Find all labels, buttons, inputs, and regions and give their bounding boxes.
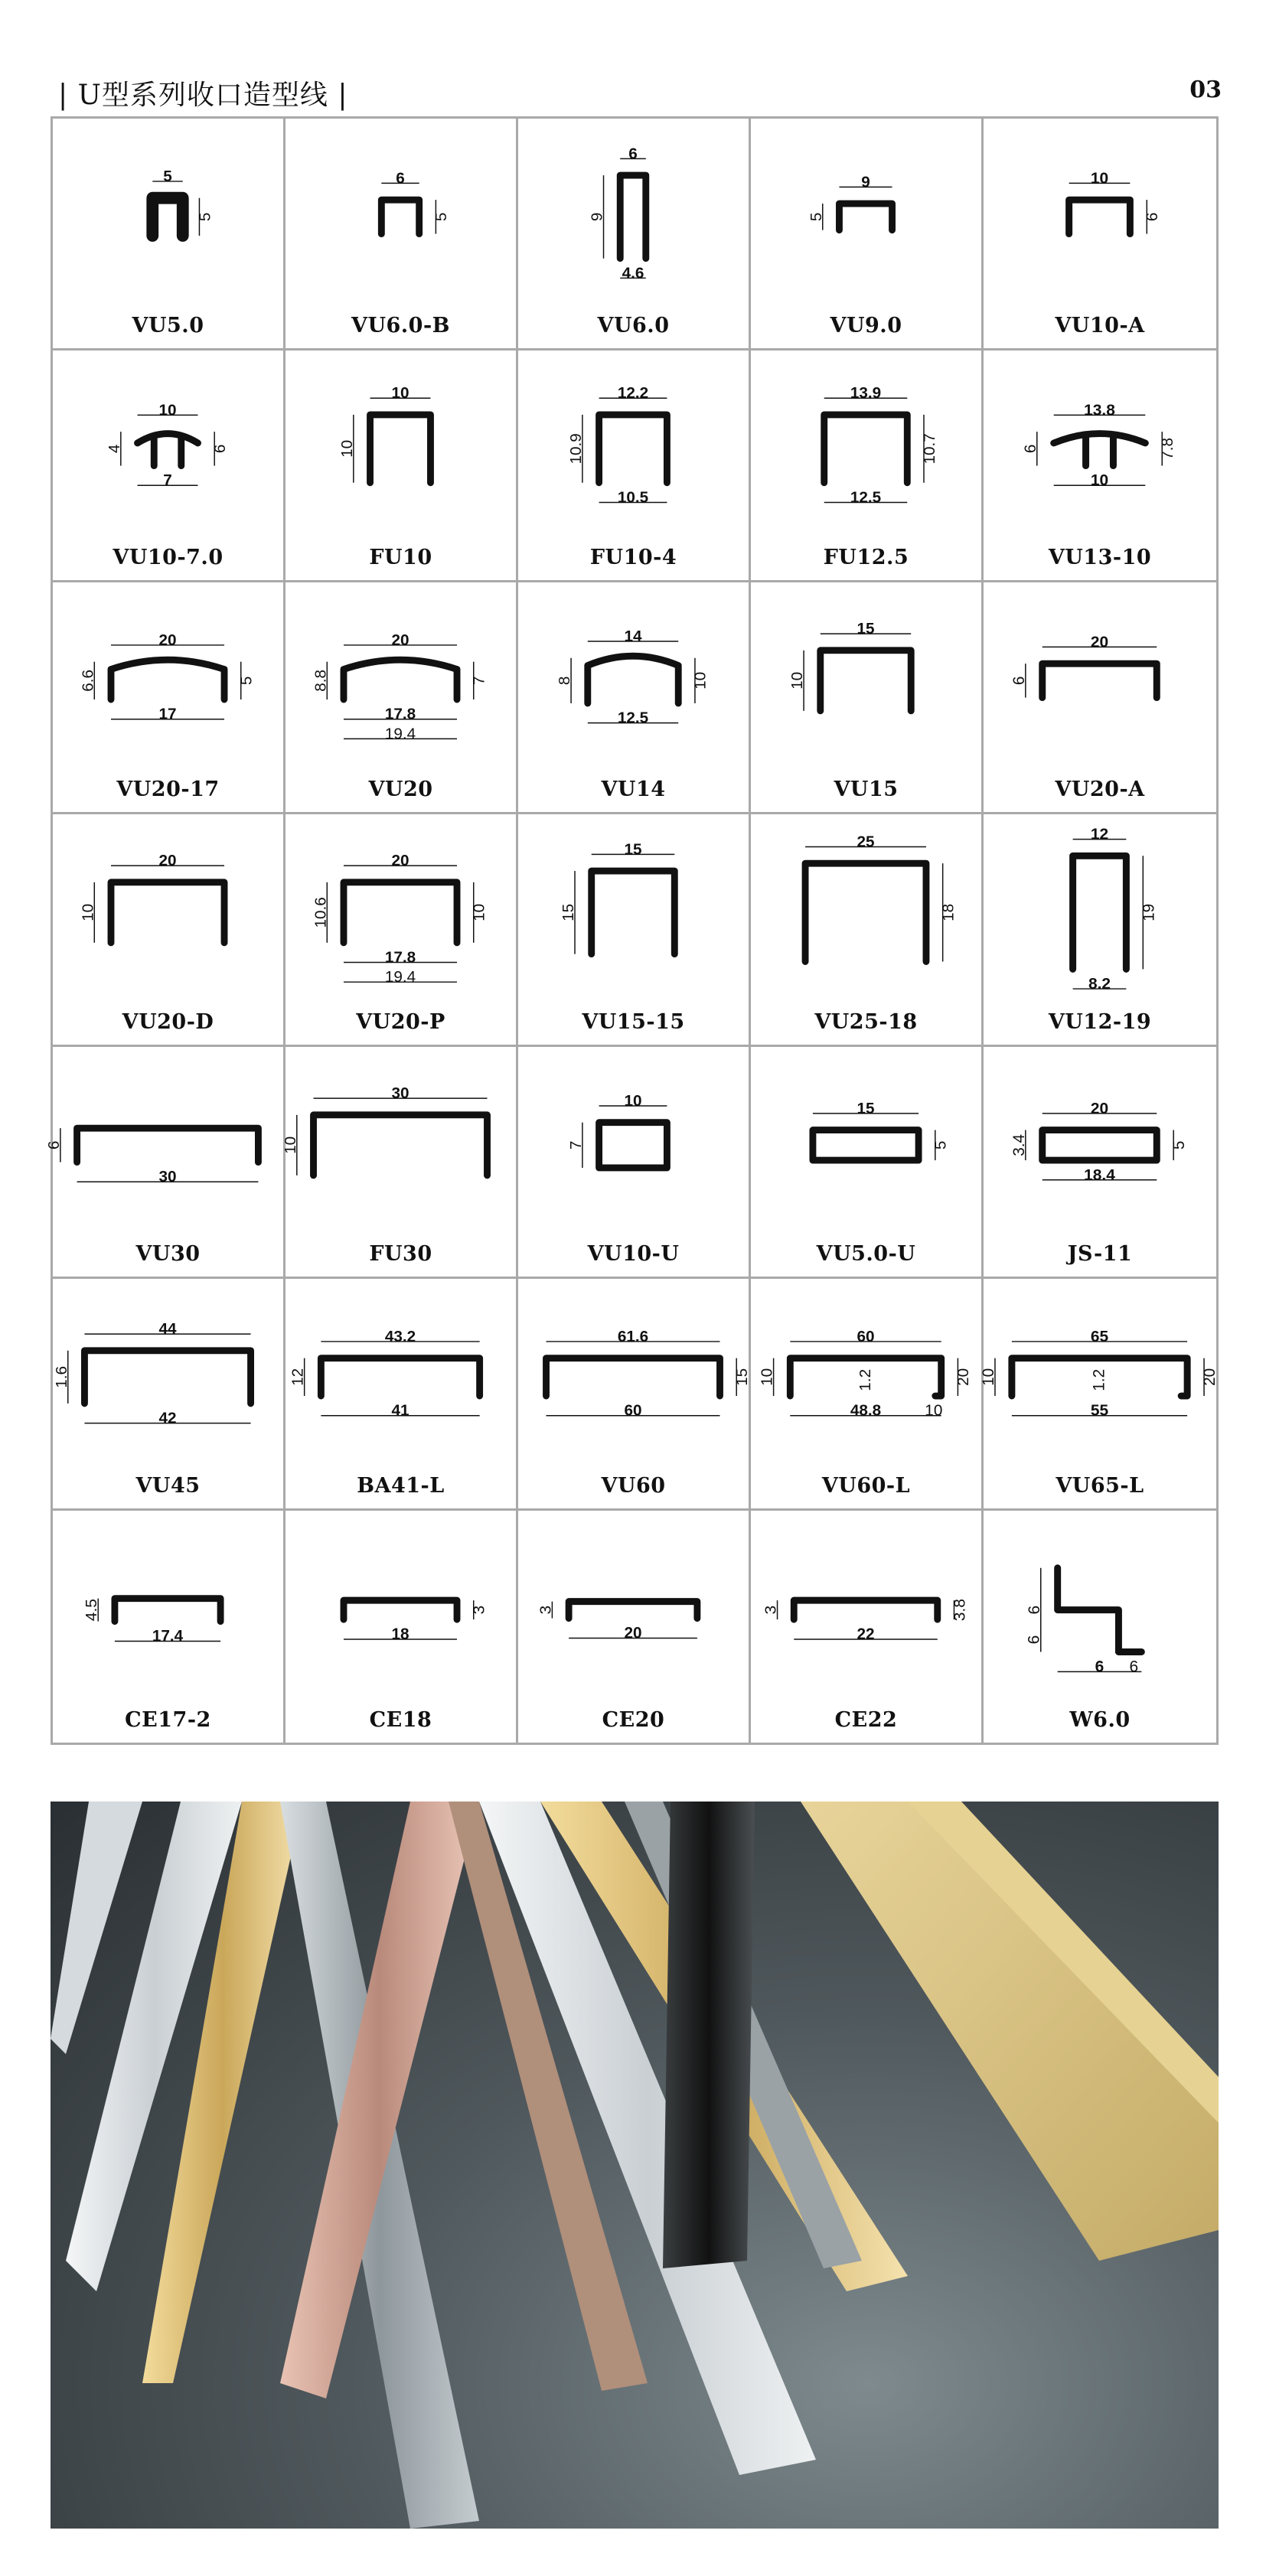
profile-shape <box>370 415 431 483</box>
profile-cell <box>518 814 751 1046</box>
profile-shape <box>152 198 182 236</box>
profile-shape <box>111 660 224 699</box>
profile-cell <box>286 351 518 582</box>
dimension-label: 61.6 <box>617 1327 649 1345</box>
dimension-label: 13.8 <box>1084 401 1115 419</box>
dimension-label: 5 <box>807 212 825 222</box>
profile-cell <box>751 1047 984 1279</box>
dimension-label: 8 <box>556 676 574 686</box>
profile-cell <box>286 814 518 1046</box>
dimension-label: 6 <box>1010 676 1028 686</box>
profile-shape <box>1054 434 1146 466</box>
profile-shape <box>1069 200 1131 233</box>
dimension-label: 6 <box>1021 444 1039 454</box>
dimension-label: 60 <box>624 1401 642 1420</box>
dimension-lines <box>381 183 436 233</box>
profile-cell <box>53 351 286 582</box>
dimension-label: 7 <box>566 1140 585 1149</box>
profile-cell <box>53 1279 286 1511</box>
profile-code-label: VU20 <box>368 778 433 802</box>
dimension-label: 19.4 <box>384 725 416 743</box>
dimension-label: 10.7 <box>920 433 938 465</box>
dimension-label: 6 <box>1129 1658 1139 1676</box>
dimension-label: 17 <box>158 705 177 723</box>
dimension-label: 10 <box>925 1401 943 1420</box>
dimension-label: 60 <box>857 1327 875 1345</box>
dimension-label: 25 <box>857 833 875 851</box>
profile-shape <box>547 1358 720 1395</box>
dimension-lines <box>152 181 199 236</box>
dimension-label: 15 <box>733 1368 752 1386</box>
profile-code-label: VU20-17 <box>116 778 220 802</box>
dimension-label: 3.8 <box>951 1598 969 1622</box>
profile-code-label: VU20-P <box>356 1009 445 1034</box>
profile-shape <box>344 660 457 699</box>
profile-shape <box>344 882 457 943</box>
dimension-label: 5 <box>163 167 172 185</box>
profile-code-label: VU5.0 <box>132 314 204 338</box>
profile-cell <box>286 1279 518 1511</box>
profile-cell <box>518 1047 751 1279</box>
profile-strips <box>51 1802 1219 2529</box>
dimension-label: 22 <box>857 1625 875 1643</box>
dimension-label: 5 <box>196 212 214 222</box>
profile-shape <box>839 204 892 230</box>
profile-code-label: VU10-A <box>1055 314 1145 338</box>
profile-cell <box>751 582 984 814</box>
profile-code-label: VU14 <box>601 778 666 802</box>
dimension-label: 3 <box>537 1605 555 1615</box>
profile-code-label: VU9.0 <box>830 314 902 338</box>
profile-code-label: CE20 <box>602 1707 665 1732</box>
profile-code-label: VU12-19 <box>1048 1009 1152 1034</box>
dimension-label: 3 <box>762 1605 780 1615</box>
dimension-label: 20 <box>391 852 409 870</box>
dimension-label: 10 <box>788 672 807 690</box>
dimension-label: 44 <box>158 1319 177 1338</box>
profile-cell <box>281 1047 518 1279</box>
profile-shape <box>77 1128 259 1162</box>
profile-code-label: W6.0 <box>1069 1707 1131 1732</box>
dimension-label: 20 <box>1090 1099 1109 1117</box>
profile-cell <box>984 1511 1216 1743</box>
dimension-label: 10 <box>758 1368 776 1386</box>
dimension-label: 20 <box>1200 1368 1219 1386</box>
dimension-label: 7 <box>470 676 488 686</box>
profile-cell <box>751 814 984 1046</box>
profile-shape <box>115 1599 220 1622</box>
profile-shape <box>1042 1130 1157 1159</box>
profile-cell <box>984 814 1216 1046</box>
profile-cell <box>286 119 518 351</box>
dimension-label: 20 <box>954 1368 973 1386</box>
profile-shape <box>1073 856 1127 970</box>
dimension-label: 8.2 <box>1088 975 1111 993</box>
dimension-label: 48.8 <box>850 1401 882 1420</box>
profile-cell <box>44 1047 286 1279</box>
dimension-label: 10 <box>158 401 177 419</box>
profile-cell <box>751 119 984 351</box>
dimension-label: 18.4 <box>1084 1166 1115 1184</box>
profile-cell <box>286 582 518 814</box>
dimension-label: 10.5 <box>617 488 649 507</box>
profile-cell <box>53 814 286 1046</box>
dimension-label: 6 <box>1025 1605 1043 1615</box>
dimension-label: 42 <box>158 1409 177 1427</box>
profile-code-label: CE18 <box>369 1707 432 1732</box>
profile-shape <box>599 415 667 483</box>
dimension-label: 6 <box>396 169 405 187</box>
dimension-label: 10 <box>391 384 409 403</box>
profile-code-label: VU25-18 <box>814 1009 918 1034</box>
dimension-label: 5 <box>1170 1140 1189 1149</box>
dimension-label: 4.5 <box>83 1598 101 1622</box>
profile-code-label: VU15 <box>834 778 899 802</box>
profile-shape <box>321 1358 479 1395</box>
profile-code-label: VU5.0-U <box>816 1241 916 1266</box>
profile-cell <box>53 119 286 351</box>
profile-cell <box>984 582 1216 814</box>
profile-code-label: VU6.0-B <box>351 314 450 338</box>
dimension-label: 1.2 <box>1090 1368 1108 1391</box>
dimension-label: 12.5 <box>617 709 649 727</box>
dimension-label: 5 <box>432 212 451 222</box>
dimension-label: 30 <box>391 1084 409 1102</box>
dimension-label: 10 <box>1090 169 1109 187</box>
profile-code-label: JS-11 <box>1067 1241 1133 1266</box>
dimension-label: 10 <box>691 672 710 690</box>
dimension-lines <box>823 187 892 230</box>
dimension-label: 55 <box>1090 1401 1109 1420</box>
dimension-label: 6 <box>211 444 230 454</box>
dimension-label: 30 <box>158 1167 177 1185</box>
dimension-label: 4 <box>105 444 123 454</box>
profile-shape <box>381 200 419 233</box>
profile-code-label: VU10-7.0 <box>113 546 224 570</box>
dimension-lines <box>354 398 431 483</box>
dimension-label: 6.6 <box>79 670 97 693</box>
dimension-label: 17.8 <box>384 948 416 967</box>
profile-shape <box>588 657 678 704</box>
dimension-label: 12 <box>1090 826 1109 843</box>
dimension-label: 41 <box>391 1401 409 1420</box>
profile-cell <box>53 1511 286 1743</box>
product-photo <box>51 1802 1219 2529</box>
dimension-label: 10 <box>470 904 488 922</box>
profile-cell <box>751 1279 984 1511</box>
profile-cell <box>518 351 751 582</box>
profile-shape <box>592 871 675 954</box>
page-number: 03 <box>1189 77 1222 103</box>
dimension-label: 3.4 <box>1010 1133 1028 1156</box>
dimension-label: 10 <box>338 439 356 458</box>
dimension-label: 20 <box>1090 633 1109 651</box>
dimension-label: 9 <box>588 212 606 222</box>
dimension-label: 17.4 <box>152 1627 184 1645</box>
dimension-label: 7 <box>163 471 172 490</box>
dimension-label: 5 <box>932 1140 950 1149</box>
profile-shape <box>821 651 911 711</box>
profile-code-label: FU10-4 <box>589 546 677 570</box>
profile-code-label: VU30 <box>135 1241 201 1266</box>
dimension-label: 18 <box>391 1625 409 1643</box>
profile-code-label: FU12.5 <box>823 546 909 570</box>
dimension-label: 6 <box>1095 1658 1104 1676</box>
profile-code-label: VU6.0 <box>597 314 670 338</box>
profile-cell <box>53 582 286 814</box>
profile-cell <box>984 119 1216 351</box>
profile-cell <box>286 1511 518 1743</box>
profile-shape <box>1058 1568 1142 1652</box>
profile-code-label: FU10 <box>369 546 432 570</box>
dimension-label: 15 <box>857 1099 875 1117</box>
profile-cell <box>518 1279 751 1511</box>
profile-shape <box>794 1600 938 1619</box>
dimension-label: 17.8 <box>384 705 416 723</box>
dimension-label: 6 <box>628 145 638 163</box>
dimension-lines <box>1069 183 1147 233</box>
dimension-label: 14 <box>624 628 642 646</box>
dimension-lines <box>1073 840 1144 989</box>
profile-shape <box>620 175 646 259</box>
dimension-lines <box>582 1106 667 1168</box>
profile-shape <box>138 434 198 466</box>
profile-shape <box>813 1130 919 1159</box>
profile-code-label: CE17-2 <box>125 1707 211 1732</box>
dimension-label: 18 <box>939 904 958 922</box>
profile-cell <box>979 1279 1219 1511</box>
profile-shape <box>314 1114 488 1175</box>
dimension-label: 15 <box>560 904 578 922</box>
dimension-label: 43.2 <box>384 1327 416 1345</box>
profile-code-label: VU60-L <box>821 1473 911 1498</box>
profile-code-label: FU30 <box>369 1241 432 1266</box>
profile-shape <box>344 1600 457 1619</box>
profile-shape <box>805 864 926 962</box>
dimension-label: 10.6 <box>312 897 330 928</box>
dimension-lines <box>297 1098 488 1176</box>
profile-shape <box>824 415 908 483</box>
dimension-label: 13.9 <box>850 384 882 403</box>
profile-cell <box>751 351 984 582</box>
profile-shape <box>111 882 224 943</box>
dimension-label: 10 <box>79 904 97 922</box>
profile-code-label: VU13-10 <box>1048 546 1152 570</box>
dimension-label: 1.2 <box>856 1368 874 1391</box>
profile-code-label: VU45 <box>135 1473 201 1498</box>
dimension-label: 12.2 <box>617 384 649 403</box>
profile-cell <box>518 582 751 814</box>
profile-code-label: VU60 <box>601 1473 666 1498</box>
dimension-label: 65 <box>1090 1327 1109 1345</box>
dimension-label: 4.6 <box>622 264 644 282</box>
profile-code-label: VU65-L <box>1056 1473 1144 1498</box>
dimension-label: 15 <box>624 840 642 859</box>
profile-code-label: VU20-D <box>122 1009 214 1034</box>
profile-code-label: VU20-A <box>1055 778 1145 802</box>
profile-shape <box>84 1350 250 1403</box>
dimension-label: 10 <box>624 1091 642 1110</box>
profile-shape <box>599 1122 667 1167</box>
dimension-label: 12.5 <box>850 488 882 507</box>
profile-shape <box>1042 664 1157 697</box>
profile-cell <box>518 1511 751 1743</box>
dimension-label: 10 <box>1090 471 1109 490</box>
dimension-label: 10 <box>281 1136 299 1154</box>
profile-shape <box>569 1602 697 1619</box>
profile-code-label: VU15-15 <box>582 1009 685 1034</box>
dimension-label: 5 <box>237 676 256 686</box>
profile-cell <box>984 351 1216 582</box>
profile-code-label: CE22 <box>834 1707 898 1732</box>
profile-catalog-grid <box>44 116 1219 1745</box>
dimension-label: 8.8 <box>312 670 330 693</box>
dimension-label: 6 <box>1025 1635 1043 1645</box>
profile-cell <box>518 119 751 351</box>
dimension-label: 6 <box>44 1140 63 1149</box>
dimension-label: 3 <box>470 1605 488 1615</box>
profile-cell <box>984 1047 1216 1279</box>
dimension-label: 1.6 <box>52 1365 70 1388</box>
dimension-label: 20 <box>158 631 177 650</box>
dimension-label: 19 <box>1140 904 1158 922</box>
dimension-label: 20 <box>158 852 177 870</box>
dimension-label: 10.9 <box>566 433 585 465</box>
dimension-label: 15 <box>857 620 875 638</box>
dimension-label: 7.8 <box>1159 438 1177 460</box>
profile-cell <box>751 1511 984 1743</box>
profile-code-label: BA41-L <box>357 1473 445 1498</box>
dimension-label: 20 <box>624 1624 642 1642</box>
dimension-label: 20 <box>391 631 409 650</box>
profile-code-label: VU10-U <box>587 1241 680 1266</box>
page-header <box>51 73 1222 112</box>
dimension-label: 6 <box>1144 212 1162 222</box>
dimension-label: 10 <box>979 1368 997 1386</box>
dimension-label: 19.4 <box>384 968 416 986</box>
dimension-label: 12 <box>289 1368 307 1386</box>
dimension-label: 9 <box>861 173 870 191</box>
page-title: | U型系列收口造型线 | <box>58 80 348 111</box>
